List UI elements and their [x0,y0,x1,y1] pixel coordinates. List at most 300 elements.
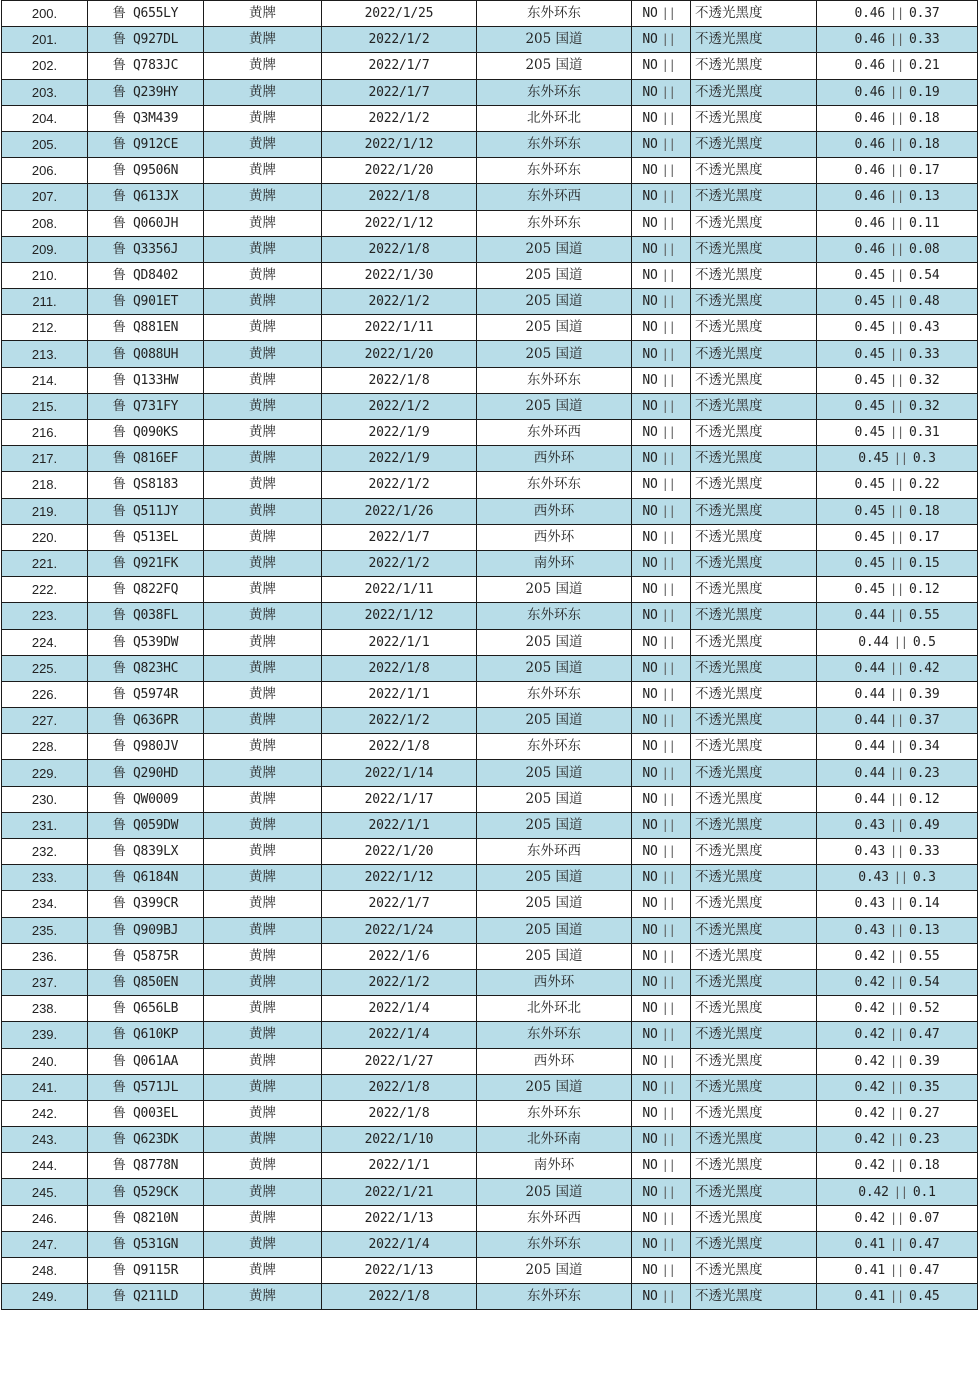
no-flag-text: NO [642,110,658,126]
no-flag-text: NO [642,1053,658,1069]
table-row [2,1127,978,1153]
plate-number-cell: 鲁 Q613JX [88,184,204,210]
value-secondary: 0.32 [909,372,940,388]
table-row [2,734,978,760]
road-location-cell: 205 国道 [477,27,632,53]
plate-number-cell: 鲁 Q8210N [88,1205,204,1231]
value-primary: 0.42 [854,1053,885,1069]
plate-type-cell: 黄牌 [204,393,322,419]
no-flag-text: NO [642,32,658,48]
table-row [2,79,978,105]
value-primary: 0.45 [854,503,885,519]
inspection-date-cell: 2022/1/1 [322,812,477,838]
value-secondary: 0.35 [909,1079,940,1095]
no-flag-cell [632,917,691,943]
inspection-date-cell: 2022/1/26 [322,498,477,524]
measurement-values-cell [817,315,978,341]
plate-number-cell: 鲁 Q783JC [88,53,204,79]
value-separator: || [893,870,908,885]
measurement-values-cell [817,1258,978,1284]
column-separator: || [661,267,676,282]
value-separator: || [889,739,905,754]
tint-type-cell: 不透光黑度 [691,315,817,341]
no-flag-text: NO [642,267,658,283]
no-flag-text: NO [642,896,658,912]
column-separator: || [661,84,676,99]
table-row [2,1074,978,1100]
column-separator: || [661,346,676,361]
value-separator: || [889,477,905,492]
no-flag-text: NO [642,163,658,179]
measurement-values-cell [817,393,978,419]
value-secondary: 0.17 [909,163,940,179]
table-row [2,969,978,995]
value-secondary: 0.21 [909,58,940,74]
column-separator: || [661,320,676,335]
measurement-values-cell [817,341,978,367]
row-index-cell: 225. [2,655,88,681]
column-separator: || [661,844,676,859]
no-flag-text: NO [642,1184,658,1200]
plate-number-cell: 鲁 Q513EL [88,524,204,550]
no-flag-text: NO [642,215,658,231]
row-index-cell: 226. [2,681,88,707]
no-flag-text: NO [642,1210,658,1226]
value-separator: || [889,922,905,937]
value-separator: || [889,1289,905,1304]
table-row [2,472,978,498]
value-primary: 0.45 [854,425,885,441]
no-flag-text: NO [642,451,658,467]
value-secondary: 0.31 [909,425,940,441]
value-secondary: 0.15 [909,556,940,572]
no-flag-text: NO [642,477,658,493]
no-flag-text: NO [642,58,658,74]
value-secondary: 0.37 [909,713,940,729]
measurement-values-cell [817,603,978,629]
no-flag-text: NO [642,398,658,414]
column-separator: || [661,1289,676,1304]
table-row [2,655,978,681]
plate-type-cell: 黄牌 [204,1,322,27]
plate-type-cell: 黄牌 [204,839,322,865]
value-primary: 0.45 [854,346,885,362]
measurement-values-cell [817,943,978,969]
road-location-cell: 东外环东 [477,472,632,498]
value-primary: 0.42 [854,1079,885,1095]
tint-type-cell: 不透光黑度 [691,1153,817,1179]
plate-type-cell: 黄牌 [204,655,322,681]
inspection-date-cell: 2022/1/1 [322,681,477,707]
no-flag-text: NO [642,975,658,991]
inspection-date-cell: 2022/1/1 [322,629,477,655]
row-index-cell: 223. [2,603,88,629]
plate-number-cell: 鲁 Q731FY [88,393,204,419]
value-separator: || [889,32,905,47]
row-index-cell: 233. [2,865,88,891]
road-location-cell: 东外环东 [477,367,632,393]
road-location-cell: 东外环东 [477,210,632,236]
inspection-date-cell: 2022/1/12 [322,865,477,891]
column-separator: || [661,1027,676,1042]
inspection-date-cell: 2022/1/8 [322,236,477,262]
road-location-cell: 205 国道 [477,1074,632,1100]
tint-type-cell: 不透光黑度 [691,498,817,524]
row-index-cell: 218. [2,472,88,498]
measurement-values-cell [817,79,978,105]
no-flag-cell [632,655,691,681]
value-secondary: 0.13 [909,922,940,938]
no-flag-text: NO [642,713,658,729]
inspection-date-cell: 2022/1/12 [322,210,477,236]
plate-type-cell: 黄牌 [204,53,322,79]
no-flag-cell [632,839,691,865]
road-location-cell: 西外环 [477,446,632,472]
plate-number-cell: 鲁 Q531GN [88,1231,204,1257]
column-separator: || [661,1263,676,1278]
no-flag-text: NO [642,84,658,100]
plate-number-cell: 鲁 Q571JL [88,1074,204,1100]
column-separator: || [661,791,676,806]
table-row [2,917,978,943]
no-flag-cell [632,53,691,79]
row-index-cell: 249. [2,1284,88,1310]
column-separator: || [661,713,676,728]
no-flag-text: NO [642,791,658,807]
inspection-date-cell: 2022/1/2 [322,27,477,53]
value-primary: 0.43 [854,817,885,833]
row-index-cell: 246. [2,1205,88,1231]
plate-number-cell: 鲁 Q090KS [88,420,204,446]
inspection-date-cell: 2022/1/17 [322,786,477,812]
inspection-date-cell: 2022/1/10 [322,1127,477,1153]
no-flag-cell [632,472,691,498]
column-separator: || [661,660,676,675]
plate-type-cell: 黄牌 [204,184,322,210]
row-index-cell: 212. [2,315,88,341]
inspection-date-cell: 2022/1/24 [322,917,477,943]
no-flag-text: NO [642,189,658,205]
column-separator: || [661,137,676,152]
value-secondary: 0.32 [909,398,940,414]
value-secondary: 0.39 [909,1053,940,1069]
value-separator: || [889,398,905,413]
row-index-cell: 229. [2,760,88,786]
no-flag-cell [632,210,691,236]
plate-type-cell: 黄牌 [204,969,322,995]
value-secondary: 0.18 [909,137,940,153]
value-secondary: 0.14 [909,896,940,912]
road-location-cell: 205 国道 [477,917,632,943]
measurement-values-cell [817,812,978,838]
tint-type-cell: 不透光黑度 [691,79,817,105]
table-row [2,393,978,419]
measurement-values-cell [817,236,978,262]
road-location-cell: 东外环东 [477,79,632,105]
plate-number-cell: 鲁 Q511JY [88,498,204,524]
plate-number-cell: 鲁 Q927DL [88,27,204,53]
value-primary: 0.45 [854,267,885,283]
value-primary: 0.42 [858,1184,889,1200]
plate-number-cell: 鲁 Q399CR [88,891,204,917]
road-location-cell: 北外环南 [477,1127,632,1153]
plate-number-cell: 鲁 Q211LD [88,1284,204,1310]
no-flag-text: NO [642,765,658,781]
inspection-date-cell: 2022/1/1 [322,1153,477,1179]
no-flag-text: NO [642,660,658,676]
value-separator: || [889,791,905,806]
no-flag-cell [632,1,691,27]
row-index-cell: 216. [2,420,88,446]
plate-type-cell: 黄牌 [204,1074,322,1100]
value-secondary: 0.22 [909,477,940,493]
tint-type-cell: 不透光黑度 [691,1205,817,1231]
row-index-cell: 221. [2,550,88,576]
value-primary: 0.45 [854,556,885,572]
value-separator: || [889,896,905,911]
no-flag-text: NO [642,817,658,833]
measurement-values-cell [817,262,978,288]
value-separator: || [889,163,905,178]
measurement-values-cell [817,131,978,157]
tint-type-cell: 不透光黑度 [691,812,817,838]
measurement-values-cell [817,1127,978,1153]
no-flag-cell [632,1231,691,1257]
no-flag-text: NO [642,425,658,441]
plate-number-cell: 鲁 Q823HC [88,655,204,681]
tint-type-cell: 不透光黑度 [691,577,817,603]
inspection-date-cell: 2022/1/8 [322,184,477,210]
plate-type-cell: 黄牌 [204,1022,322,1048]
value-primary: 0.43 [854,922,885,938]
row-index-cell: 244. [2,1153,88,1179]
tint-type-cell: 不透光黑度 [691,996,817,1022]
road-location-cell: 东外环西 [477,420,632,446]
tint-type-cell: 不透光黑度 [691,943,817,969]
value-secondary: 0.17 [909,529,940,545]
plate-type-cell: 黄牌 [204,1258,322,1284]
plate-type-cell: 黄牌 [204,498,322,524]
value-separator: || [893,634,908,649]
value-secondary: 0.18 [909,1158,940,1174]
value-separator: || [889,189,905,204]
road-location-cell: 205 国道 [477,341,632,367]
plate-number-cell: 鲁 Q133HW [88,367,204,393]
road-location-cell: 北外环北 [477,996,632,1022]
table-row [2,839,978,865]
table-row [2,1100,978,1126]
measurement-values-cell [817,210,978,236]
row-index-cell: 202. [2,53,88,79]
table-row [2,1048,978,1074]
value-primary: 0.46 [854,241,885,257]
inspection-date-cell: 2022/1/8 [322,655,477,681]
plate-type-cell: 黄牌 [204,1231,322,1257]
plate-number-cell: 鲁 Q088UH [88,341,204,367]
table-row [2,341,978,367]
tint-type-cell: 不透光黑度 [691,53,817,79]
no-flag-text: NO [642,6,658,22]
plate-type-cell: 黄牌 [204,865,322,891]
road-location-cell: 东外环东 [477,131,632,157]
measurement-values-cell [817,105,978,131]
value-primary: 0.44 [854,686,885,702]
inspection-date-cell: 2022/1/13 [322,1205,477,1231]
measurement-values-cell [817,891,978,917]
measurement-values-cell [817,550,978,576]
value-primary: 0.43 [854,896,885,912]
inspection-date-cell: 2022/1/8 [322,367,477,393]
table-row [2,1258,978,1284]
plate-number-cell: 鲁 Q655LY [88,1,204,27]
column-separator: || [661,58,676,73]
value-primary: 0.46 [854,32,885,48]
measurement-values-cell [817,498,978,524]
plate-type-cell: 黄牌 [204,1100,322,1126]
tint-type-cell: 不透光黑度 [691,393,817,419]
no-flag-cell [632,79,691,105]
value-secondary: 0.1 [912,1184,936,1200]
tint-type-cell: 不透光黑度 [691,734,817,760]
column-separator: || [661,1105,676,1120]
no-flag-cell [632,577,691,603]
row-index-cell: 227. [2,708,88,734]
measurement-values-cell [817,760,978,786]
value-separator: || [889,1027,905,1042]
road-location-cell: 南外环 [477,1153,632,1179]
road-location-cell: 205 国道 [477,655,632,681]
plate-number-cell: 鲁 Q5974R [88,681,204,707]
value-separator: || [889,425,905,440]
value-separator: || [893,1184,908,1199]
no-flag-cell [632,1205,691,1231]
value-secondary: 0.18 [909,503,940,519]
inspection-date-cell: 2022/1/11 [322,315,477,341]
no-flag-cell [632,734,691,760]
value-separator: || [889,215,905,230]
value-primary: 0.41 [854,1236,885,1252]
column-separator: || [661,1184,676,1199]
plate-number-cell: 鲁 Q290HD [88,760,204,786]
row-index-cell: 201. [2,27,88,53]
inspection-date-cell: 2022/1/9 [322,446,477,472]
value-secondary: 0.54 [909,267,940,283]
plate-number-cell: 鲁 Q909BJ [88,917,204,943]
row-index-cell: 237. [2,969,88,995]
value-separator: || [889,1158,905,1173]
plate-number-cell: 鲁 Q239HY [88,79,204,105]
plate-type-cell: 黄牌 [204,131,322,157]
inspection-date-cell: 2022/1/4 [322,996,477,1022]
value-primary: 0.45 [854,294,885,310]
no-flag-cell [632,498,691,524]
column-separator: || [661,241,676,256]
column-separator: || [661,634,676,649]
column-separator: || [661,215,676,230]
road-location-cell: 西外环 [477,1048,632,1074]
value-secondary: 0.49 [909,817,940,833]
measurement-values-cell [817,53,978,79]
value-primary: 0.45 [854,320,885,336]
column-separator: || [661,582,676,597]
no-flag-cell [632,1179,691,1205]
no-flag-text: NO [642,529,658,545]
plate-type-cell: 黄牌 [204,315,322,341]
measurement-values-cell [817,27,978,53]
inspection-date-cell: 2022/1/2 [322,969,477,995]
plate-number-cell: 鲁 Q9506N [88,158,204,184]
column-separator: || [661,870,676,885]
table-row [2,184,978,210]
value-secondary: 0.47 [909,1236,940,1252]
no-flag-cell [632,1100,691,1126]
value-separator: || [889,975,905,990]
road-location-cell: 东外环西 [477,839,632,865]
inspection-date-cell: 2022/1/2 [322,708,477,734]
plate-number-cell: 鲁 Q921FK [88,550,204,576]
plate-number-cell: 鲁 Q061AA [88,1048,204,1074]
plate-number-cell: 鲁 Q5875R [88,943,204,969]
road-location-cell: 205 国道 [477,812,632,838]
inspection-date-cell: 2022/1/2 [322,105,477,131]
value-primary: 0.42 [854,1132,885,1148]
inspection-date-cell: 2022/1/20 [322,839,477,865]
plate-type-cell: 黄牌 [204,891,322,917]
table-row [2,786,978,812]
value-primary: 0.45 [854,582,885,598]
value-primary: 0.41 [854,1263,885,1279]
no-flag-cell [632,27,691,53]
no-flag-text: NO [642,1001,658,1017]
tint-type-cell: 不透光黑度 [691,603,817,629]
table-row [2,105,978,131]
row-index-cell: 219. [2,498,88,524]
row-index-cell: 213. [2,341,88,367]
plate-number-cell: 鲁 Q850EN [88,969,204,995]
value-separator: || [889,608,905,623]
road-location-cell: 东外环东 [477,158,632,184]
no-flag-text: NO [642,582,658,598]
plate-number-cell: 鲁 Q623DK [88,1127,204,1153]
value-separator: || [889,765,905,780]
tint-type-cell: 不透光黑度 [691,105,817,131]
plate-type-cell: 黄牌 [204,760,322,786]
value-separator: || [889,556,905,571]
tint-type-cell: 不透光黑度 [691,1127,817,1153]
tint-type-cell: 不透光黑度 [691,1100,817,1126]
no-flag-cell [632,367,691,393]
value-secondary: 0.54 [909,975,940,991]
no-flag-text: NO [642,922,658,938]
no-flag-cell [632,681,691,707]
column-separator: || [661,110,676,125]
road-location-cell: 205 国道 [477,315,632,341]
inspection-date-cell: 2022/1/12 [322,131,477,157]
value-secondary: 0.3 [912,451,936,467]
no-flag-text: NO [642,1289,658,1305]
tint-type-cell: 不透光黑度 [691,341,817,367]
plate-type-cell: 黄牌 [204,681,322,707]
column-separator: || [661,1053,676,1068]
value-primary: 0.44 [854,739,885,755]
table-row [2,236,978,262]
tint-type-cell: 不透光黑度 [691,236,817,262]
inspection-date-cell: 2022/1/7 [322,79,477,105]
plate-type-cell: 黄牌 [204,210,322,236]
inspection-date-cell: 2022/1/8 [322,1100,477,1126]
plate-number-cell: 鲁 Q3M439 [88,105,204,131]
road-location-cell: 205 国道 [477,708,632,734]
